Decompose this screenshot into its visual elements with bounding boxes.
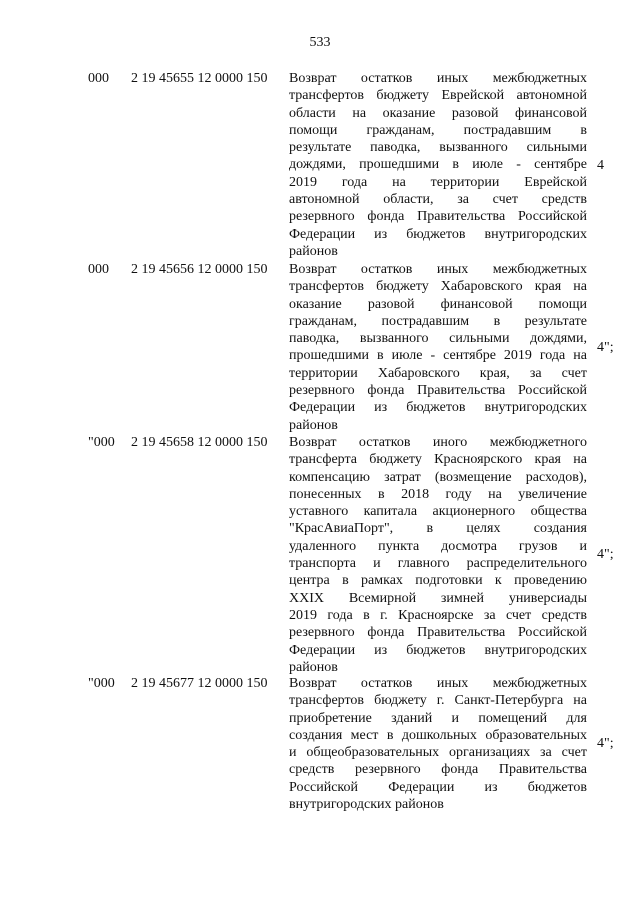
value: 4"; xyxy=(597,547,614,562)
description-line: помощи гражданам, пострадавшим в xyxy=(289,122,587,138)
description-line: удаленного пункта досмотра грузов и xyxy=(289,538,587,554)
description-line: районов xyxy=(289,417,338,433)
description-line: Российской Федерации из бюджетов xyxy=(289,779,587,795)
description-line: Возврат остатков иных межбюджетных xyxy=(289,71,587,86)
value: 4"; xyxy=(597,340,614,355)
budget-classification-code: 2 19 45656 12 0000 150 xyxy=(131,262,268,277)
description-line: 2019 года в г. Красноярске за счет средств xyxy=(289,607,587,623)
description-line: "КрасАвиаПорт", в целях создания xyxy=(289,521,587,537)
description-line: XXIX Всемирной зимней универсиады xyxy=(289,590,587,606)
description-line: районов xyxy=(289,243,338,259)
description-line: районов xyxy=(289,659,338,675)
page-number: 533 xyxy=(309,35,331,50)
value: 4 xyxy=(597,158,604,173)
description-line: трансфертов бюджету Еврейской автономной xyxy=(289,88,587,104)
description-line: дождями, прошедшими в июле - сентябре xyxy=(289,157,587,173)
description-line: трансфертов бюджету г. Санкт-Петербурга на xyxy=(289,693,587,709)
value: 4"; xyxy=(597,736,614,751)
description-line: компенсацию затрат (возмещение расходов), xyxy=(289,469,587,485)
budget-classification-code: 2 19 45658 12 0000 150 xyxy=(131,435,268,450)
description xyxy=(289,70,587,260)
description-line: прошедшими в июле - сентябре 2019 года на xyxy=(289,348,587,364)
description-line: Федерации из бюджетов внутригородских xyxy=(289,400,587,416)
description-line: транспорта и главного распределительного xyxy=(289,556,587,572)
description-line: резервного фонда Правительства Российской xyxy=(289,209,587,225)
description-line: результате паводка, вызванного сильными xyxy=(289,140,587,156)
description-line: уставного капитала акционерного общества xyxy=(289,504,587,520)
description-line: создания мест в дошкольных образовательных xyxy=(289,727,587,743)
description-line: и общеобразовательных организациях за счет xyxy=(289,745,587,761)
budget-classification-code: 2 19 45677 12 0000 150 xyxy=(131,676,268,691)
description-line: автономной области, за счет средств xyxy=(289,192,587,208)
description-line: резервного фонда Правительства Российской xyxy=(289,625,587,641)
description-line: трансферта бюджету Красноярского края на xyxy=(289,452,587,468)
admin-code: "000 xyxy=(88,435,115,450)
description-line: центра в рамках подготовки к проведению xyxy=(289,573,587,589)
description xyxy=(289,261,587,434)
description-line: гражданам, пострадавшим в результате xyxy=(289,313,587,329)
description-line: внутригородских районов xyxy=(289,797,444,813)
description-line: резервного фонда Правительства Российской xyxy=(289,383,587,399)
description-line: Федерации из бюджетов внутригородских xyxy=(289,226,587,242)
description-line: трансфертов бюджету Хабаровского края на xyxy=(289,279,587,295)
description-line: понесенных в 2018 году на увеличение xyxy=(289,486,587,502)
description-line: приобретение зданий и помещений для xyxy=(289,710,587,726)
admin-code: 000 xyxy=(88,262,109,277)
description xyxy=(289,675,587,813)
description-line: Возврат остатков иного межбюджетного xyxy=(289,435,587,450)
description-line: области на оказание разовой финансовой xyxy=(289,105,587,121)
description-line: паводка, вызванного сильными дождями, xyxy=(289,331,587,347)
admin-code: "000 xyxy=(88,676,115,691)
description-line: средств резервного фонда Правительства xyxy=(289,762,587,778)
description-line: территории Хабаровского края, за счет xyxy=(289,365,587,381)
description-line: 2019 года на территории Еврейской xyxy=(289,174,587,190)
description-line: оказание разовой финансовой помощи xyxy=(289,296,587,312)
description-line: Федерации из бюджетов внутригородских xyxy=(289,642,587,658)
description-line: Возврат остатков иных межбюджетных xyxy=(289,676,587,691)
description-line: Возврат остатков иных межбюджетных xyxy=(289,262,587,277)
admin-code: 000 xyxy=(88,71,109,86)
description xyxy=(289,434,587,676)
budget-classification-code: 2 19 45655 12 0000 150 xyxy=(131,71,268,86)
